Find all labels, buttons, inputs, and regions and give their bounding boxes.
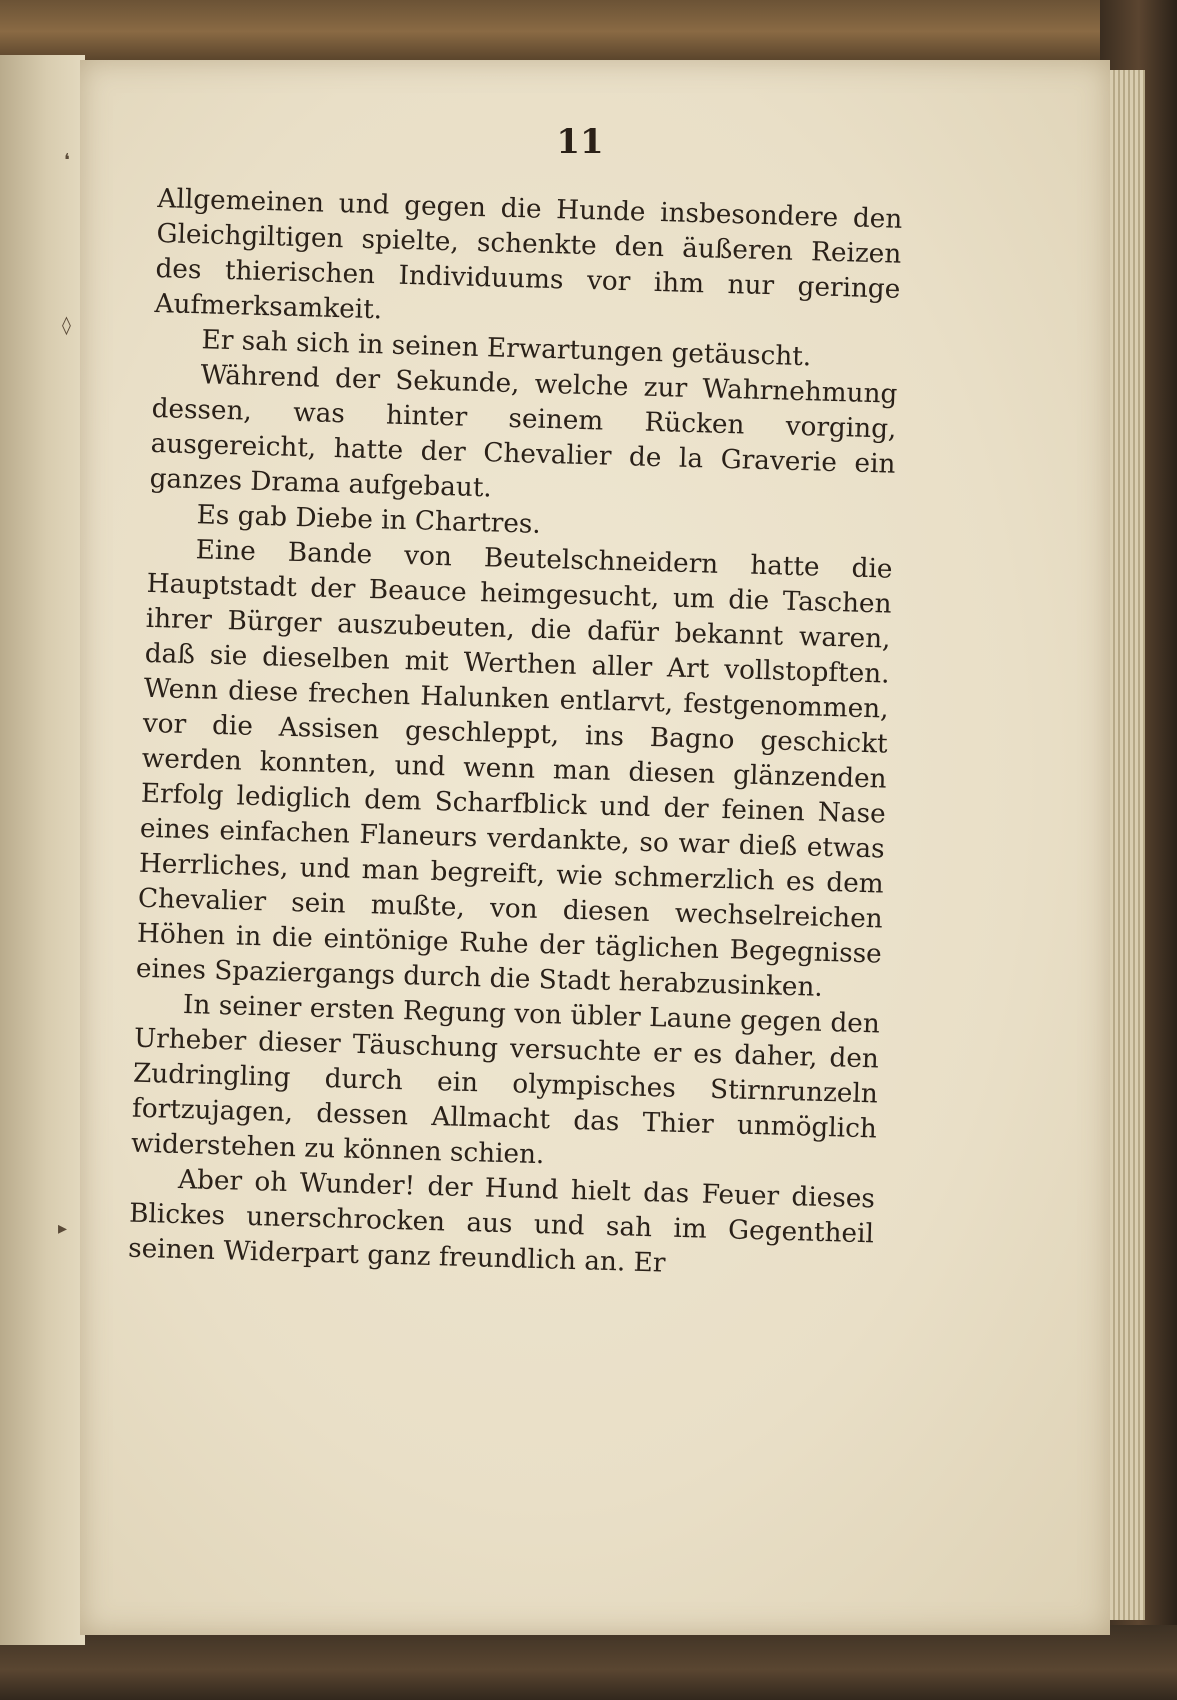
paragraph: Allgemeinen und gegen die Hunde insbesondere den Gleichgiltigen spielte, schenkte den äußeren Reizen des thierischen Individuums vor ihm nur geringe Aufmerksamkeit. xyxy=(154,183,903,326)
paragraph: Er sah sich in seinen Erwartungen getäuscht. xyxy=(201,325,812,373)
paragraph: Während der Sekunde, welche zur Wahrnehmung dessen, was hinter seinem Rücken vorging, ausgereicht, hatte der Chevalier de la Graverie ein ganzes Drama aufgebaut. xyxy=(149,360,898,504)
paragraph: Es gab Diebe in Chartres. xyxy=(196,500,542,540)
paragraph: Aber oh Wunder! der Hund hielt das Feuer dieses Blickes unerschrocken aus und sah im Gegentheil seinen Widerpart ganz freundlich an. Er xyxy=(127,1164,876,1279)
margin-mark-icon: ▸ xyxy=(58,1218,68,1239)
body-text xyxy=(128,182,903,1287)
paragraph: In seiner ersten Regung von übler Laune gegen den Urheber dieser Täuschung versuchte er es daher, den Zudringling durch ein olympisches Stirnrunzeln fortzujagen, dessen Allmacht das Thier unmöglich widerstehen zu können schien. xyxy=(130,990,881,1171)
book-cover-bottom xyxy=(0,1625,1177,1700)
paragraph: Eine Bande von Beutelschneidern hatte die Hauptstadt der Beauce heimgesucht, um die Taschen ihrer Bürger auszubeuten, die dafür bekannt waren, daß sie dieselben mit Werthen aller Art vollstopften. Wenn diese frechen Halunken entlarvt, festgenommen, vor die Assisen geschleppt, ins Bagno geschickt werden konnten, und wenn man diesen glänzenden Erfolg lediglich dem Scharfblick und der feinen Nase eines einfachen Flaneurs verdankte, so war dieß etwas Herrliches, und man begreift, wie schmerzlich es dem Chevalier sein mußte, von diesen wechselreichen Höhen in die eintönige Ruhe der täglichen Begegnisse eines Spaziergangs durch die Stadt herabzusinken. xyxy=(135,535,893,1003)
book-spine-gutter xyxy=(0,55,85,1645)
page-edges xyxy=(1105,70,1145,1620)
margin-mark-icon: ◊ xyxy=(62,315,71,336)
page-number: 11 xyxy=(556,122,604,162)
margin-mark-icon: ❛ xyxy=(64,150,70,171)
